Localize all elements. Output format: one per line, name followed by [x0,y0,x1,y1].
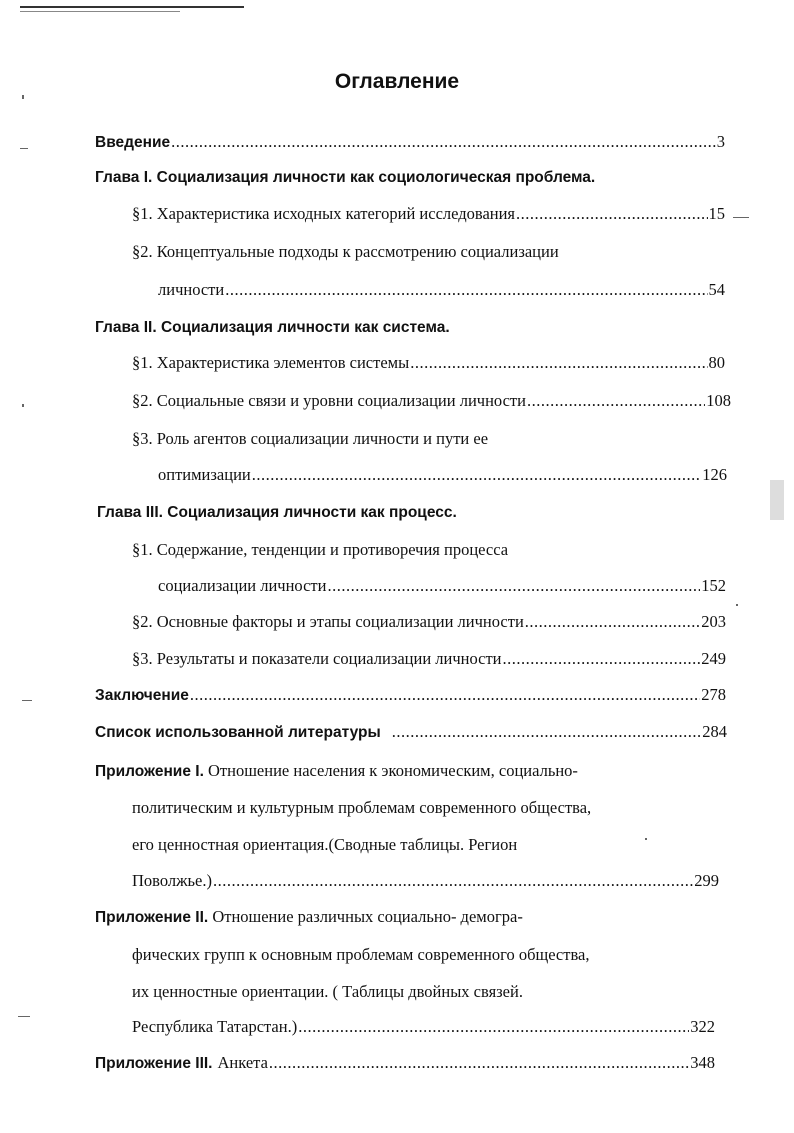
appendix-label: Приложение II. [95,909,209,926]
toc-entry-ch1-s1[interactable] [132,203,725,225]
dot-leader [190,684,700,706]
dot-leader [225,279,707,301]
toc-entry-ch3-s1-line1[interactable]: §1. Содержание, тенденции и противоречия процесса [132,540,509,559]
dot-leader [503,648,701,670]
toc-page: 278 [701,685,726,704]
appendix-2-line2: фических групп к основным проблемам современного общества, [132,945,590,964]
scan-speck [22,700,32,701]
scan-speck [733,217,749,218]
scan-speck [22,95,24,99]
toc-label: Заключение [95,687,189,704]
dot-leader [516,203,707,225]
toc-entry-appendix-1-line1[interactable] [95,760,578,783]
appendix-text: Отношение различных социально- демогра- [212,907,523,926]
toc-label: социализации личности [158,576,327,595]
appendix-2-line3: их ценностные ориентации. ( Таблицы двойных связей. [132,982,523,1001]
appendix-1-line3: его ценностная ориентация.(Сводные таблицы. Регион [132,835,518,854]
chapter-1-heading: Глава I. Социализация личности как социологическая проблема. [95,169,596,186]
dot-leader [392,721,702,743]
scan-speck [22,404,24,407]
toc-entry-ch3-s3[interactable] [132,648,726,670]
toc-entry-ch1-s2[interactable] [158,279,725,301]
toc-page: 203 [701,612,726,631]
scan-speck [18,1016,30,1017]
toc-label: личности [158,280,225,299]
toc-label: оптимизации [158,465,251,484]
appendix-label: Приложение I. [95,763,204,780]
toc-page: 299 [694,871,719,890]
toc-page: 126 [702,465,727,484]
toc-entry-ch1-s2-line1[interactable]: §2. Концептуальные подходы к рассмотрению социализации [132,242,559,261]
toc-label: §3. Результаты и показатели социализации личности [132,649,502,668]
scan-edge-line [20,6,244,8]
toc-label: Республика Татарстан.) [132,1017,298,1036]
toc-page: 3 [716,132,725,151]
toc-page: 249 [701,649,726,668]
dot-leader [410,352,707,374]
toc-page: 348 [690,1053,715,1072]
dot-leader [327,575,700,597]
toc-entry-appendix-2[interactable] [132,1016,715,1038]
chapter-3-heading: Глава III. Социализация личности как процесс. [97,504,457,521]
dot-leader [298,1016,689,1038]
dot-leader [527,390,705,412]
chapter-2-heading: Глава II. Социализация личности как система. [95,319,450,336]
toc-entry-ch2-s3[interactable] [158,464,727,486]
toc-entry-ch2-s3-line1[interactable]: §3. Роль агентов социализации личности и пути ее [132,429,489,448]
toc-label: §2. Социальные связи и уровни социализации личности [132,391,526,410]
toc-page: 322 [690,1017,715,1036]
scan-edge-line [20,11,180,12]
scan-speck [645,838,647,840]
toc-entry-appendix-1[interactable] [132,870,719,892]
toc-page: 54 [708,280,725,299]
toc-page: 80 [708,353,725,372]
scan-speck [20,148,28,149]
toc-page: 152 [701,576,726,595]
toc-page: 15 [708,204,725,223]
appendix-1-line2: политическим и культурным проблемам современного общества, [132,798,592,817]
toc-entry-literature[interactable] [95,721,727,744]
toc-label: §1. Характеристика элементов системы [132,353,410,372]
page-title: Оглавление [334,70,460,93]
toc-entry-intro[interactable] [95,131,725,154]
scan-speck [770,480,784,520]
toc-label: Список использованной литературы [95,724,381,741]
toc-label: Анкета [217,1053,268,1072]
scan-speck [736,604,738,606]
toc-entry-appendix-2-line1[interactable] [95,906,523,929]
dot-leader [213,870,693,892]
dot-leader [269,1052,689,1074]
toc-entry-ch2-s2[interactable] [132,390,731,412]
dot-leader [171,131,716,153]
toc-label: §1. Характеристика исходных категорий исследования [132,204,516,223]
dot-leader [525,611,700,633]
toc-page: 284 [702,722,727,741]
appendix-label: Приложение III. [95,1055,213,1072]
toc-label: Введение [95,134,171,151]
toc-label: Поволжье.) [132,871,212,890]
toc-entry-ch2-s1[interactable] [132,352,725,374]
toc-page: 108 [706,391,731,410]
toc-entry-ch3-s2[interactable] [132,611,726,633]
dot-leader [252,464,702,486]
toc-entry-conclusion[interactable] [95,684,726,707]
toc-entry-ch3-s1[interactable] [158,575,726,597]
appendix-text: Отношение населения к экономическим, социально- [208,761,578,780]
toc-entry-appendix-3[interactable] [95,1052,715,1075]
toc-label: §2. Основные факторы и этапы социализации личности [132,612,524,631]
